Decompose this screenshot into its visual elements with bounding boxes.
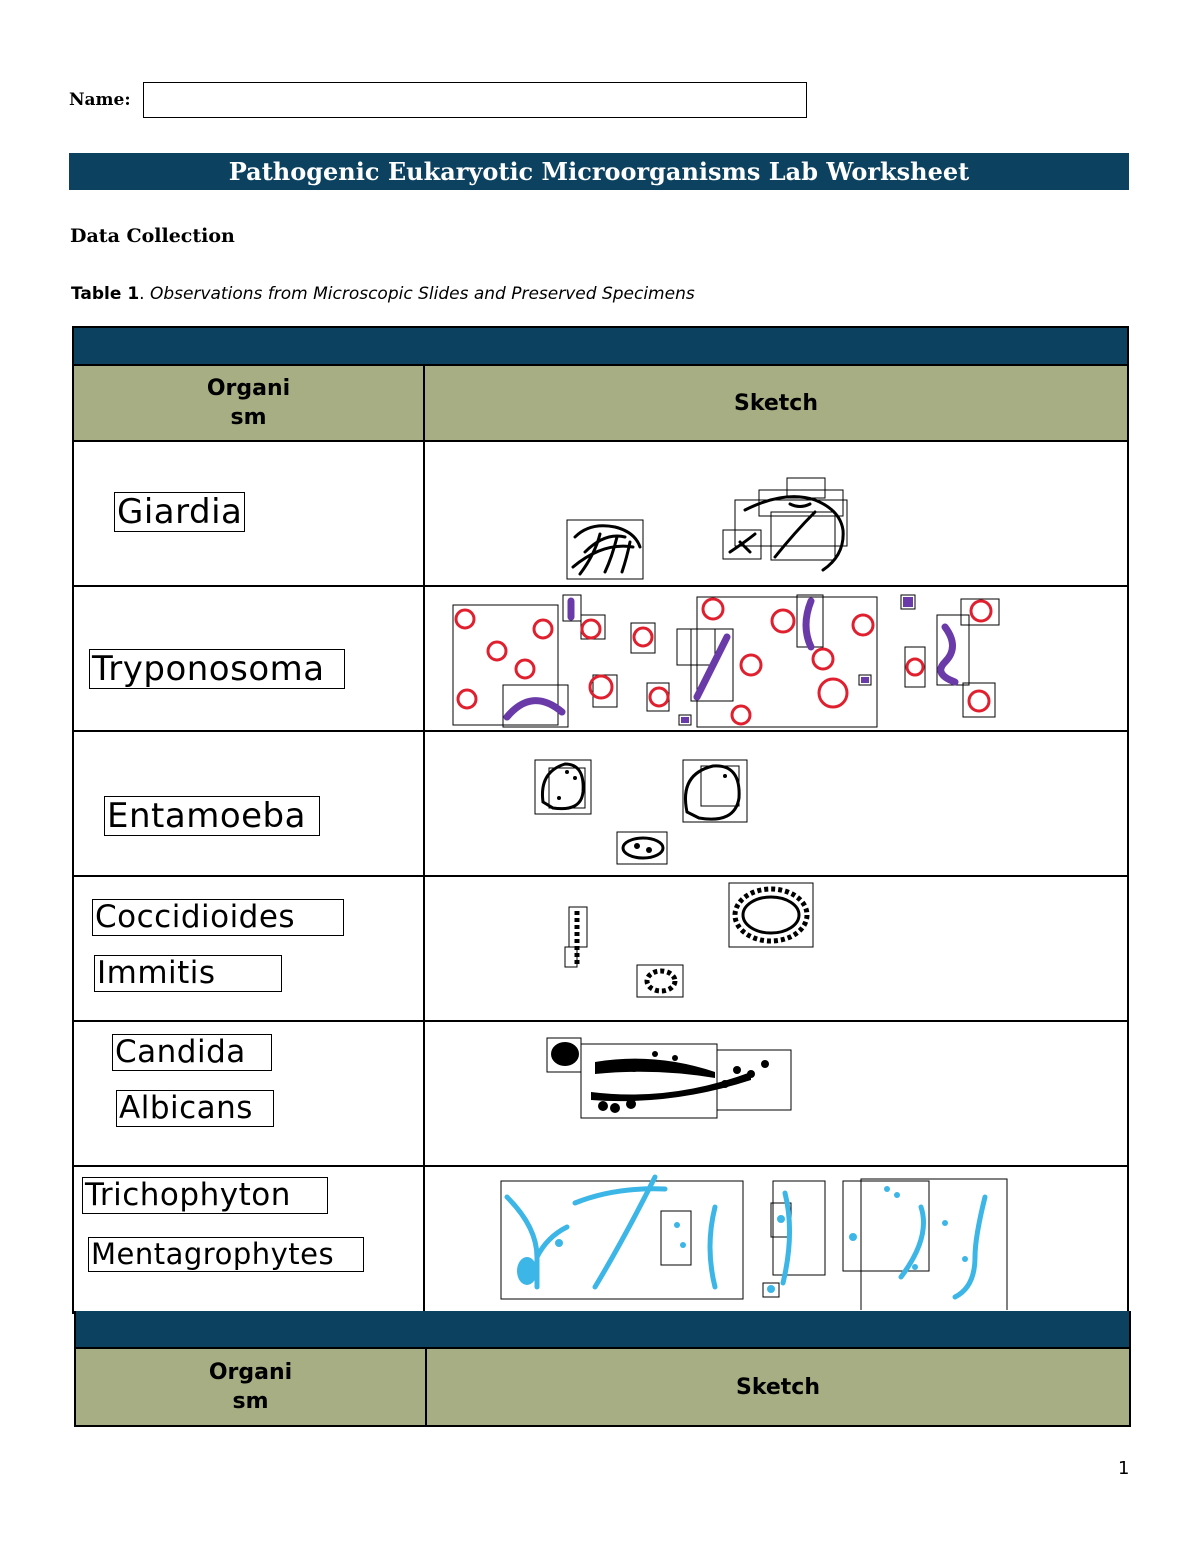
organism-name: Albicans — [116, 1090, 274, 1127]
sketch-cell[interactable] — [425, 1022, 1127, 1165]
table-title-band — [76, 1311, 1129, 1349]
table-row — [74, 587, 1127, 732]
sketch-cell[interactable] — [425, 1167, 1127, 1312]
organism-name: Entamoeba — [104, 796, 320, 836]
table-row — [74, 1022, 1127, 1167]
giardia-sketch — [425, 442, 1129, 585]
sketch-cell[interactable] — [425, 587, 1127, 730]
observations-table — [72, 326, 1129, 1314]
table-caption-label: Table 1 — [71, 284, 140, 304]
table-title-band — [74, 328, 1127, 366]
name-label: Name: — [69, 90, 131, 110]
table-header-row — [74, 366, 1127, 442]
tryponosoma-sketch — [425, 587, 1129, 730]
organism-name: Trichophyton — [82, 1177, 328, 1214]
coccidioides-sketch — [425, 877, 1129, 1020]
organism-name: Mentagrophytes — [88, 1237, 364, 1272]
table-row — [74, 732, 1127, 877]
organism-name: Coccidioides — [92, 899, 344, 936]
table-caption: Table 1. Observations from Microscopic Slides and Preserved Specimens — [71, 284, 695, 304]
worksheet-title: Pathogenic Eukaryotic Microorganisms Lab Worksheet — [69, 153, 1129, 190]
organism-name: Giardia — [114, 492, 245, 532]
organism-cell — [74, 877, 425, 1020]
table-row — [74, 1167, 1127, 1312]
table-header-row — [76, 1349, 1129, 1425]
organism-cell — [74, 732, 425, 875]
organism-cell — [74, 442, 425, 585]
sketch-cell[interactable] — [425, 442, 1127, 585]
organism-name: Immitis — [94, 955, 282, 992]
organism-header: Organism — [76, 1349, 427, 1425]
table-caption-text: Observations from Microscopic Slides and Preserved Specimens — [149, 284, 695, 304]
section-heading: Data Collection — [70, 225, 235, 247]
sketch-cell[interactable] — [425, 732, 1127, 875]
organism-cell — [74, 1167, 425, 1312]
sketch-header: Sketch — [733, 390, 819, 416]
sketch-cell[interactable] — [425, 877, 1127, 1020]
continuation-table — [74, 1311, 1131, 1427]
name-input[interactable] — [143, 82, 807, 118]
organism-name: Tryponosoma — [89, 649, 345, 689]
organism-header: Organism — [74, 366, 425, 440]
trichophyton-sketch — [425, 1167, 1129, 1310]
entamoeba-sketch — [425, 732, 1129, 875]
candida-sketch — [425, 1022, 1129, 1165]
page-number: 1 — [1118, 1458, 1130, 1479]
table-row — [74, 442, 1127, 587]
organism-cell — [74, 587, 425, 730]
table-row — [74, 877, 1127, 1022]
organism-cell — [74, 1022, 425, 1165]
sketch-header: Sketch — [735, 1374, 821, 1400]
organism-name: Candida — [112, 1034, 272, 1071]
